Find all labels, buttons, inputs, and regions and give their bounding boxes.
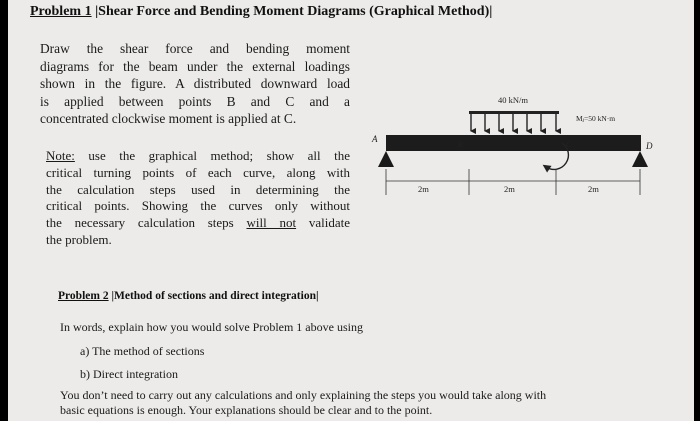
distributed-load: [469, 111, 559, 131]
note-line: [46, 215, 350, 232]
span-label-ab: 2m: [418, 184, 429, 194]
note-line: the calculation steps used in determining the: [46, 181, 350, 197]
moment-label: Mⱼ=50 kN·m: [576, 114, 616, 123]
note-line: the problem.: [46, 231, 112, 247]
note-line-1-text: use the graphical method; show all the: [74, 148, 350, 163]
problem-1-number: Problem 1: [30, 4, 92, 19]
problem-1-note: [46, 148, 350, 249]
note-line: [46, 148, 350, 165]
note-emphasis-will-not: will not: [246, 215, 297, 231]
problem-1-heading: |Shear Force and Bending Moment Diagrams (Graphical Method)|: [91, 4, 493, 19]
span-label-bc: 2m: [504, 184, 515, 194]
point-label-c: C: [566, 140, 572, 149]
beam-diagram: [366, 95, 656, 205]
point-label-d: D: [646, 141, 653, 151]
problem-2-closing-line: basic equations is enough. Your explanations should be clear and to the point.: [60, 403, 433, 417]
problem-2-item-b: b) Direct integration: [80, 367, 178, 381]
problem-1-description: [40, 40, 350, 128]
description-line: Draw the shear force and bending moment: [40, 41, 350, 56]
load-label: 40 kN/m: [498, 95, 528, 105]
description-line: is applied between points B and C and a: [40, 93, 350, 109]
pin-support-a: [378, 151, 394, 167]
problem-2-heading: |Method of sections and direct integration|: [108, 290, 319, 302]
note-label: Note:: [46, 148, 75, 163]
problem-2-number: Problem 2: [58, 290, 109, 302]
point-label-b: B: [458, 140, 463, 149]
description-line: concentrated clockwise moment is applied at C.: [40, 111, 297, 127]
problem-2-title: [58, 290, 319, 302]
problem-2-closing-line: You don’t need to carry out any calculations and only explaining the steps you would take along with: [60, 388, 547, 402]
note-line-5-pre: the necessary calculation steps: [46, 215, 247, 231]
note-line-5-post: validate: [296, 215, 350, 231]
description-line: shown in the figure. A distributed downward load: [40, 76, 350, 92]
problem-1-title: [30, 4, 492, 20]
pin-support-d: [632, 151, 648, 167]
span-label-cd: 2m: [588, 184, 599, 194]
beam: [386, 135, 641, 151]
description-line: diagrams for the beam under the external loadings: [40, 58, 350, 74]
note-line: critical points. Showing the curves only without: [46, 198, 350, 214]
point-label-a: A: [372, 134, 378, 144]
problem-2-intro: In words, explain how you would solve Problem 1 above using: [60, 320, 363, 334]
problem-2-item-a: a) The method of sections: [80, 344, 205, 358]
note-line: critical turning points of each curve, along with: [46, 164, 350, 180]
load-top-line: [469, 111, 559, 114]
document-page: [8, 0, 694, 421]
